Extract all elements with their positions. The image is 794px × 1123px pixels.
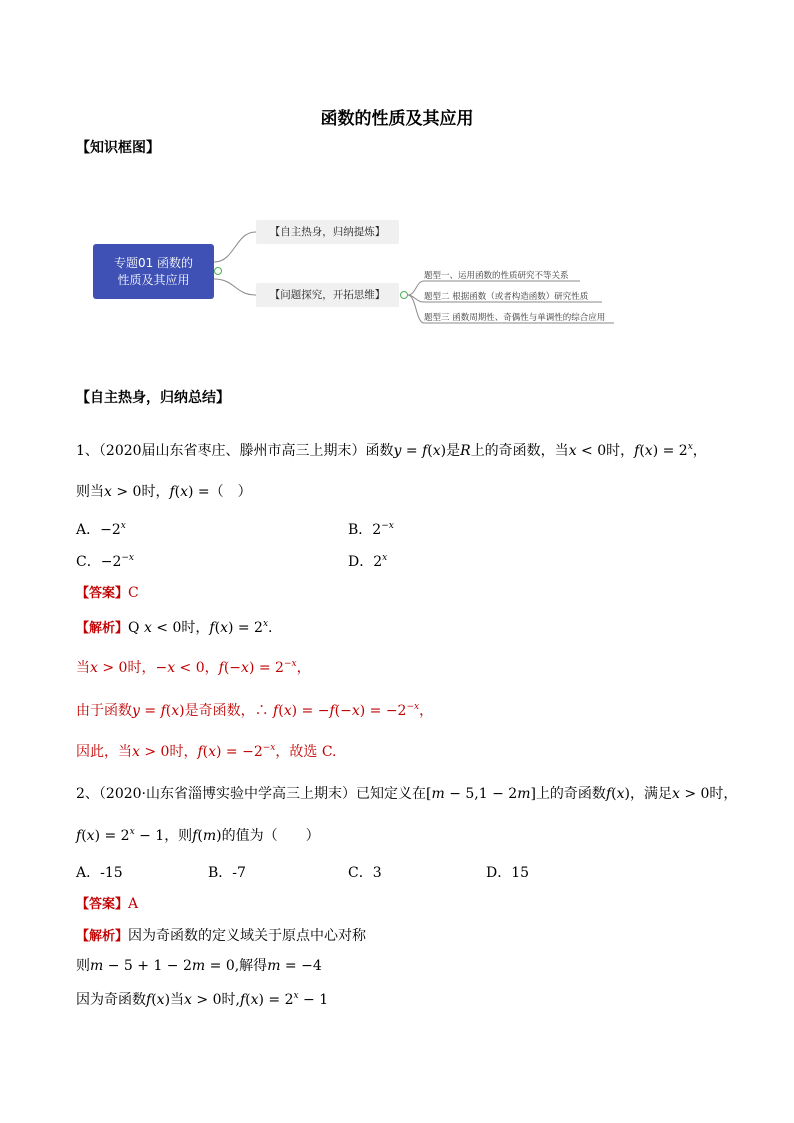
- q2-answer: [76, 893, 138, 912]
- q2-answer-tag: 【答案】: [76, 897, 129, 912]
- section-heading-warmup: 【自主热身，归纳总结】: [76, 390, 230, 406]
- mindmap-root-line-1: 专题01 函数的: [113, 255, 194, 270]
- q1-analysis-line-3: 由于函数y = f(x)是奇函数，∴ $f(x) = -f(-x) = -2^{-x}$，: [76, 702, 434, 719]
- mindmap-root: [93, 244, 214, 299]
- q2-analysis-line-1: 【解析】因为奇函数的定义域关于原点中心对称: [76, 928, 367, 944]
- q1-line2c: （ ）: [209, 484, 252, 500]
- q2-stem-line-1: 2、（2020·山东省淄博实验中学高三上期末）已知定义在[m − 5,1 − 2m]上的奇函数f(x)，满足x > 0时，: [76, 786, 738, 802]
- mindmap-branch-explore: 【问题探究，开拓思维】: [256, 283, 399, 307]
- q1-stem-line-1: 1、（2020届山东省枣庄、滕州市高三上期末）函数y = f(x)是R上的奇函数，当x < 0时，$f(x) = 2^x$，: [76, 442, 707, 459]
- q1-answer: [76, 582, 139, 601]
- mindmap-leaf-2: 题型二 根据函数（或者构造函数）研究性质: [424, 292, 589, 302]
- page-title: 函数的性质及其应用: [320, 109, 474, 129]
- q1-line2a: 则当: [76, 484, 104, 500]
- q1-analysis-line-4: 因此，当x > 0时，$f(x) = -2^{-x}$，故选 C.: [76, 743, 337, 760]
- q1-mid2: 上的奇函数，当: [470, 443, 569, 459]
- q1-answer-value: C: [128, 585, 139, 601]
- q2-answer-value: A: [128, 896, 139, 912]
- q1-option-b: B．$2^{-x}$: [348, 521, 394, 538]
- mindmap-leaf-3: 题型三 函数周期性、奇偶性与单调性的综合应用: [424, 313, 606, 323]
- q2-stem-line-2: $f(x) = 2^x - 1$，则f(m)的值为（ ）: [76, 827, 320, 844]
- q2-analysis-line-2: 则m − 5 + 1 − 2m = 0,解得m = −4: [76, 958, 322, 974]
- q2-analysis-line-3: 因为奇函数f(x)当x > 0时$,f(x) = 2^x - 1$: [76, 991, 329, 1008]
- q1-option-c: C．$-2^{-x}$: [76, 553, 134, 570]
- q1-mid3: 时，: [606, 443, 635, 459]
- mindmap-leaf-1: 题型一、运用函数的性质研究不等关系: [424, 271, 569, 281]
- q1-stem-line-2: 则当x > 0时，f(x) =（ ）: [76, 484, 252, 500]
- q1-analysis-line-2: 当x > 0时，−x < 0，$f(-x) = 2^{-x}$，: [76, 659, 311, 676]
- q1-mid1: 是: [446, 443, 461, 459]
- mindmap-branch-warmup: 【自主热身，归纳提炼】: [256, 220, 399, 244]
- mindmap-root-line-2: 性质及其应用: [117, 272, 190, 287]
- section-heading-knowledge-frame: 【知识框图】: [76, 140, 160, 156]
- q1-option-d: D．2$^x$: [348, 553, 388, 570]
- q1-option-a: A．$-2^x$: [76, 521, 126, 538]
- q1-line2b: 时，: [141, 484, 170, 500]
- q1-analysis-line-1: 【解析】Q x < 0时，$f(x) = 2^x$.: [76, 619, 273, 636]
- q1-analysis-tag: 【解析】: [76, 621, 129, 636]
- q2-analysis-tag: 【解析】: [76, 929, 129, 944]
- q1-prefix: 1、（2020届山东省枣庄、滕州市高三上期末）函数: [76, 443, 394, 459]
- q2-option-a: A．-15: [76, 865, 123, 881]
- q2-option-c: C．3: [348, 865, 382, 881]
- q1-answer-tag: 【答案】: [76, 586, 129, 601]
- q2-option-d: D．15: [486, 865, 530, 881]
- q2-option-b: B．-7: [208, 865, 246, 881]
